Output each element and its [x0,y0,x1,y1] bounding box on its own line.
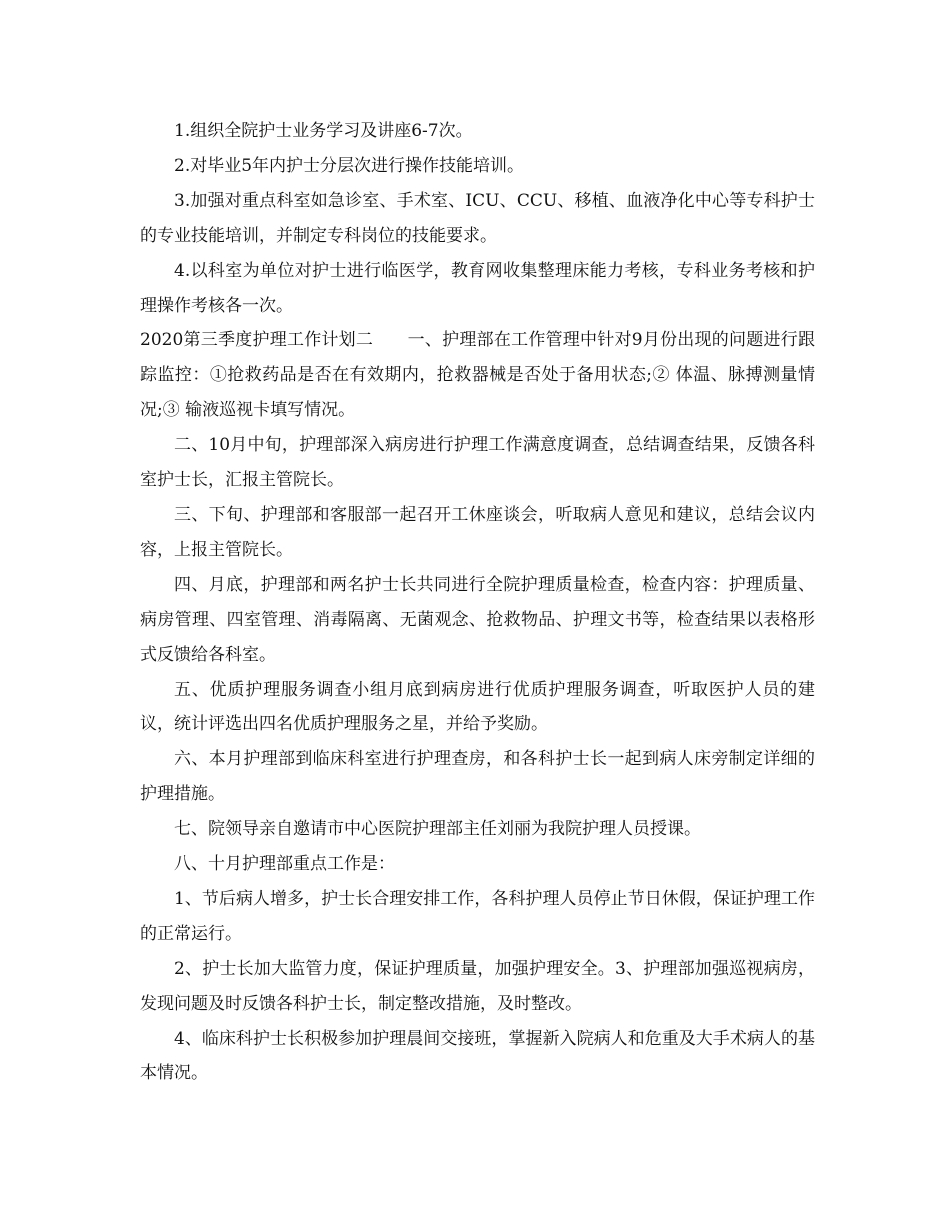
paragraph-12: 八、十月护理部重点工作是： [174,854,395,875]
paragraph-9: 五、优质护理服务调查小组月底到病房进行优质护理服务调查，听取医护人员的建议，统计评选出四名优质护理服务之星，并给予奖励。 [140,679,815,735]
paragraph-5-section-heading: 2020第三季度护理工作计划二 一、护理部在工作管理中针对9月份出现的问题进行跟踪监控：①抢救药品是否在有效期内，抢救器械是否处于备用状态;② 体温、脉搏测量情况;③ 输液巡视卡填写情况。 [140,330,815,421]
paragraph-6: 二、10月中旬，护理部深入病房进行护理工作满意度调查，总结调查结果，反馈各科室护士长，汇报主管院长。 [140,435,815,491]
paragraph-15: 4、临床科护士长积极参加护理晨间交接班，掌握新入院病人和危重及大手术病人的基本情况。 [140,1028,815,1084]
paragraph-10: 六、本月护理部到临床科室进行护理查房，和各科护士长一起到病人床旁制定详细的护理措施。 [140,749,815,805]
paragraph-8: 四、月底，护理部和两名护士长共同进行全院护理质量检查，检查内容：护理质量、病房管理、四室管理、消毒隔离、无菌观念、抢救物品、护理文书等，检查结果以表格形式反馈给各科室。 [140,574,815,665]
paragraph-2: 2.对毕业5年内护士分层次进行操作技能培训。 [174,155,525,176]
document-body [140,114,815,1091]
paragraph-13: 1、节后病人增多，护士长合理安排工作，各科护理人员停止节日休假，保证护理工作的正常运行。 [140,888,815,944]
paragraph-7: 三、下旬、护理部和客服部一起召开工休座谈会，听取病人意见和建议，总结会议内容，上报主管院长。 [140,504,815,560]
paragraph-3: 3.加强对重点科室如急诊室、手术室、ICU、CCU、移植、血液净化中心等专科护士的专业技能培训，并制定专科岗位的技能要求。 [140,190,815,246]
paragraph-11: 七、院领导亲自邀请市中心医院护理部主任刘丽为我院护理人员授课。 [174,819,701,840]
paragraph-14: 2、护士长加大监管力度，保证护理质量，加强护理安全。3、护理部加强巡视病房，发现问题及时反馈各科护士长，制定整改措施，及时整改。 [140,958,815,1014]
paragraph-1: 1.组织全院护士业务学习及讲座6-7次。 [174,121,473,141]
paragraph-4: 4.以科室为单位对护士进行临医学，教育网收集整理床能力考核，专科业务考核和护理操作考核各一次。 [140,260,815,316]
